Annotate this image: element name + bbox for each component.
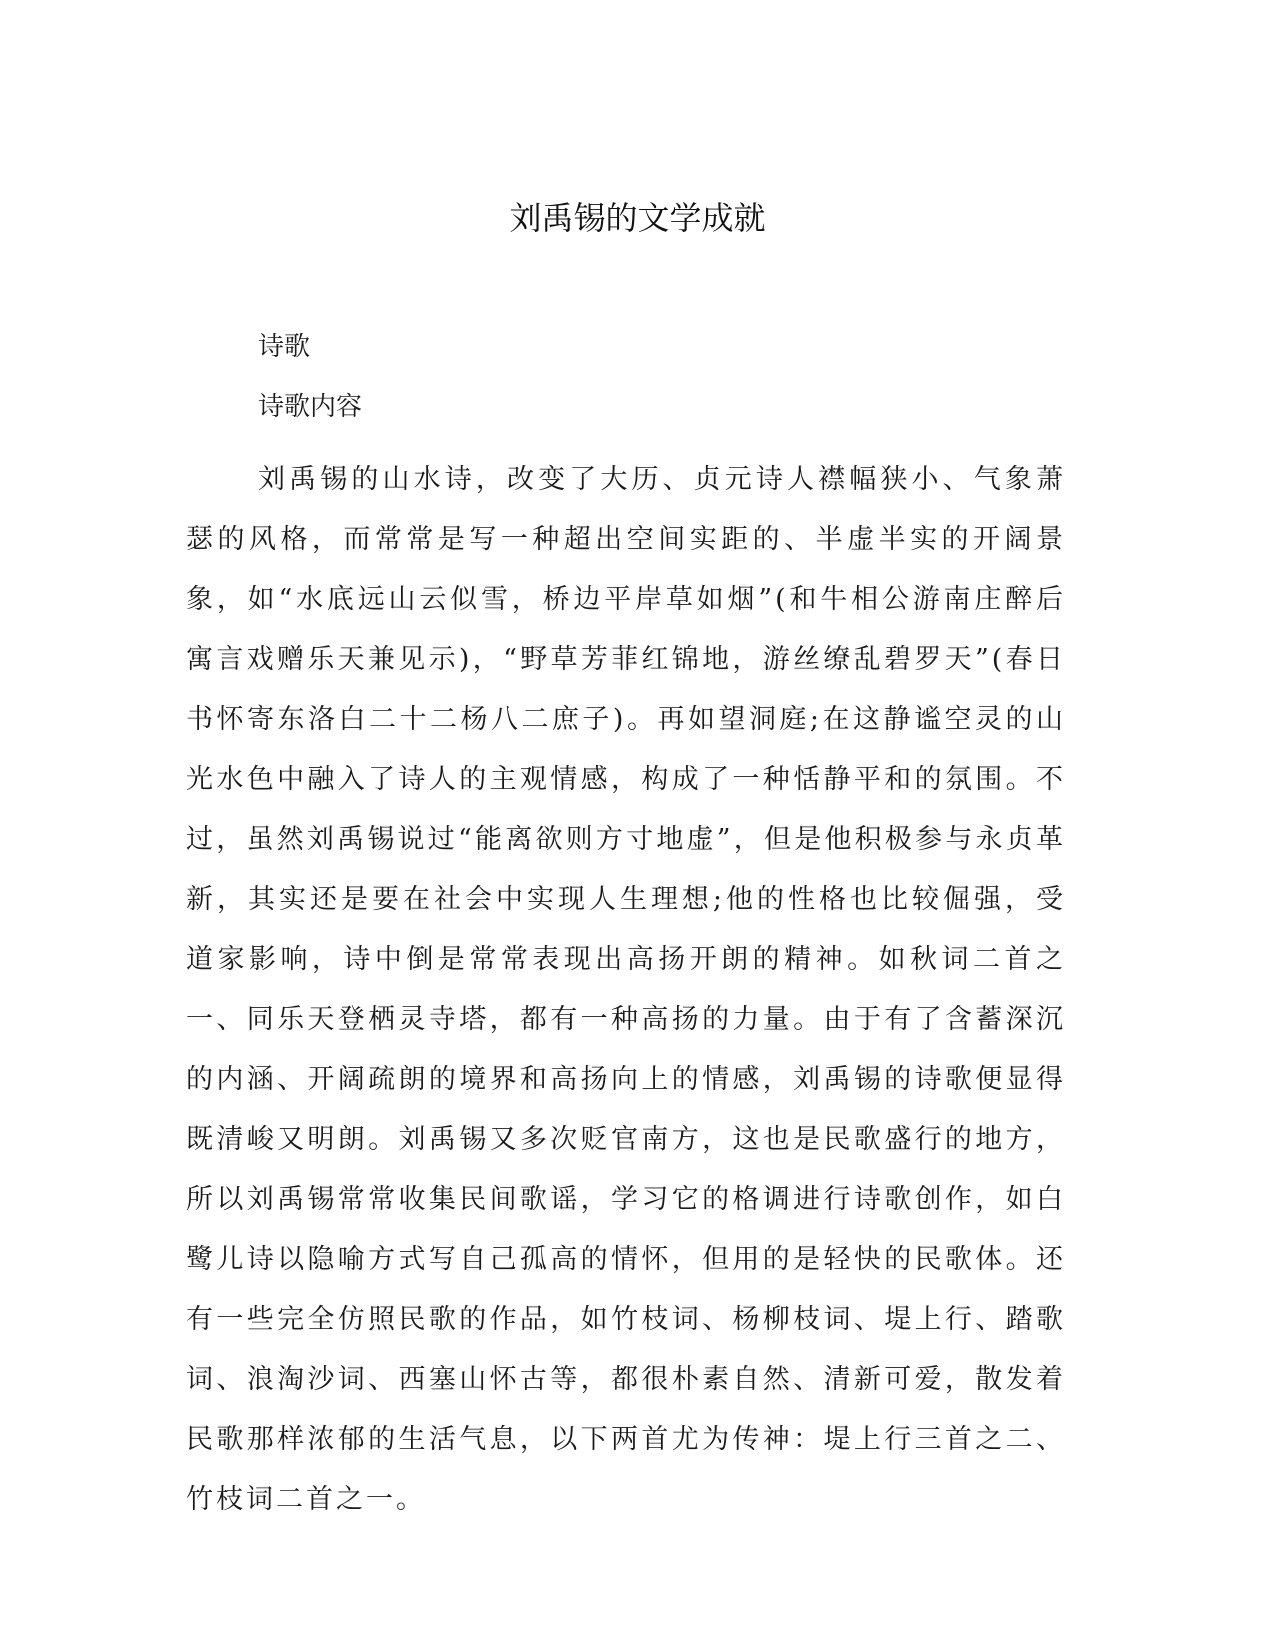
body-paragraph: 刘禹锡的山水诗，改变了大历、贞元诗人襟幅狭小、气象萧瑟的风格，而常常是写一种超出空间实距的、半虚半实的开阔景象，如“水底远山云似雪，桥边平岸草如烟”(和牛相公游南庄醉后寓言戏赠乐天兼见示)，“野草芳菲红锦地，游丝缭乱碧罗天”(春日书怀寄东洛白二十二杨八二庶子)。再如望洞庭;在这静谧空灵的山光水色中融入了诗人的主观情感，构成了一种恬静平和的氛围。不过，虽然刘禹锡说过“能离欲则方寸地虚”，但是他积极参与永贞革新，其实还是要在社会中实现人生理想;他的性格也比较倔强，受道家影响，诗中倒是常常表现出高扬开朗的精神。如秋词二首之一、同乐天登栖灵寺塔，都有一种高扬的力量。由于有了含蓄深沉的内涵、开阔疏朗的境界和高扬向上的情感，刘禹锡的诗歌便显得既清峻又明朗。刘禹锡又多次贬官南方，这也是民歌盛行的地方，所以刘禹锡常常收集民间歌谣，学习它的格调进行诗歌创作，如白鹭儿诗以隐喻方式写自己孤高的情怀，但用的是轻快的民歌体。还有一些完全仿照民歌的作品，如竹枝词、杨柳枝词、堤上行、踏歌词、浪淘沙词、西塞山怀古等，都很朴素自然、清新可爱，散发着民歌那样浓郁的生活气息，以下两首尤为传神：堤上行三首之二、竹枝词二首之一。 bbox=[186, 464, 1066, 1515]
document-title: 刘禹锡的文学成就 bbox=[509, 199, 766, 237]
section-heading-poetry-content: 诗歌内容 bbox=[258, 392, 363, 422]
section-heading-poetry: 诗歌 bbox=[258, 332, 311, 362]
